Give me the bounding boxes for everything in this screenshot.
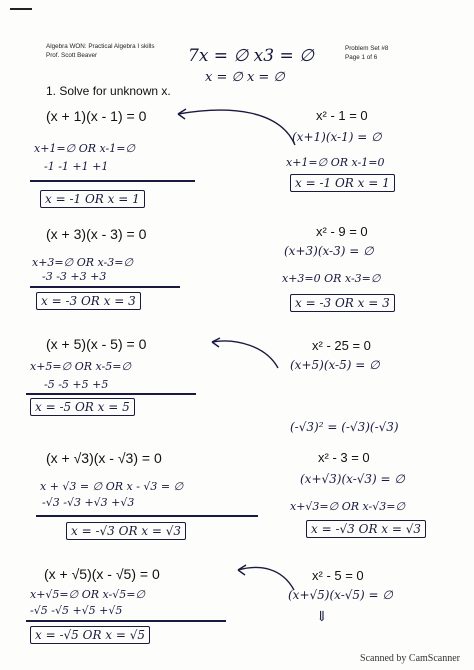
- professor-name: Prof. Scott Beaver: [46, 52, 98, 59]
- scan-footer: Scanned by CamScanner: [360, 653, 460, 664]
- side-note-squared: (-√3)² = (-√3)(-√3): [290, 420, 399, 434]
- left-equation-1: (x + 1)(x - 1) = 0: [46, 108, 147, 124]
- left-underline-2: [30, 286, 180, 288]
- left-answer-3: x = -5 OR x = 5: [30, 398, 135, 416]
- right-work-4a: (x+√3)(x-√3) = ∅: [300, 472, 405, 486]
- left-work-3b: -5 -5 +5 +5: [44, 378, 109, 391]
- arrow-2-icon: [206, 336, 286, 376]
- right-work-1b: x+1=∅ OR x-1=0: [286, 156, 385, 169]
- left-underline-5: [26, 620, 226, 622]
- scan-mark: [10, 8, 32, 10]
- left-equation-2: (x + 3)(x - 3) = 0: [46, 226, 147, 242]
- header-left: [46, 42, 154, 60]
- left-work-3a: x+5=∅ OR x-5=∅: [30, 360, 132, 373]
- problem-set-label: Problem Set #8: [345, 45, 389, 52]
- left-underline-3: [26, 393, 196, 395]
- left-work-4b: -√3 -√3 +√3 +√3: [42, 496, 135, 509]
- left-work-1b: -1 -1 +1 +1: [44, 160, 109, 173]
- right-work-2a: (x+3)(x-3) = ∅: [284, 244, 374, 258]
- right-equation-3: x² - 25 = 0: [312, 338, 371, 353]
- right-answer-4: x = -√3 OR x = √3: [306, 520, 426, 538]
- right-work-2b: x+3=0 OR x-3=∅: [282, 272, 381, 285]
- left-work-2a: x+3=∅ OR x-3=∅: [32, 256, 134, 269]
- page-number: Page 1 of 6: [345, 54, 378, 61]
- handwritten-note-line1: 7x = ∅ x3 = ∅: [188, 46, 314, 66]
- right-work-4b: x+√3=∅ OR x-√3=∅: [290, 500, 406, 513]
- right-equation-4: x² - 3 = 0: [318, 450, 370, 465]
- right-answer-2: x = -3 OR x = 3: [290, 294, 395, 312]
- left-work-5b: -√5 -√5 +√5 +√5: [30, 604, 123, 617]
- left-work-1a: x+1=∅ OR x-1=∅: [34, 142, 136, 155]
- arrow-3-icon: [232, 560, 302, 600]
- left-equation-5: (x + √5)(x - √5) = 0: [44, 566, 160, 582]
- left-underline-4: [36, 515, 258, 517]
- handwritten-note-line2: x = ∅ x = ∅: [205, 70, 285, 85]
- right-equation-5: x² - 5 = 0: [312, 568, 364, 583]
- right-equation-1: x² - 1 = 0: [316, 108, 368, 123]
- right-answer-1: x = -1 OR x = 1: [290, 174, 395, 192]
- left-underline-1: [30, 180, 195, 182]
- right-equation-2: x² - 9 = 0: [316, 224, 368, 239]
- arrow-1-icon: [170, 100, 300, 150]
- right-work-5a: (x+√5)(x-√5) = ∅: [288, 588, 393, 602]
- left-equation-4: (x + √3)(x - √3) = 0: [46, 450, 162, 466]
- left-work-4a: x + √3 = ∅ OR x - √3 = ∅: [40, 480, 184, 493]
- header-right: [345, 44, 388, 62]
- left-answer-2: x = -3 OR x = 3: [36, 292, 141, 310]
- left-answer-4: x = -√3 OR x = √3: [66, 522, 186, 540]
- left-answer-5: x = -√5 OR x = √5: [30, 626, 150, 644]
- right-work-3a: (x+5)(x-5) = ∅: [290, 358, 380, 372]
- left-work-2b: -3 -3 +3 +3: [42, 270, 107, 283]
- question-prompt: 1. Solve for unknown x.: [46, 84, 171, 98]
- down-arrow-mark: ⇓: [316, 609, 328, 625]
- course-title: Algebra WON: Practical Algebra I skills: [46, 43, 155, 50]
- left-work-5a: x+√5=∅ OR x-√5=∅: [30, 588, 146, 601]
- right-work-1a: (x+1)(x-1) = ∅: [292, 130, 382, 144]
- left-answer-1: x = -1 OR x = 1: [40, 190, 145, 208]
- left-equation-3: (x + 5)(x - 5) = 0: [46, 336, 147, 352]
